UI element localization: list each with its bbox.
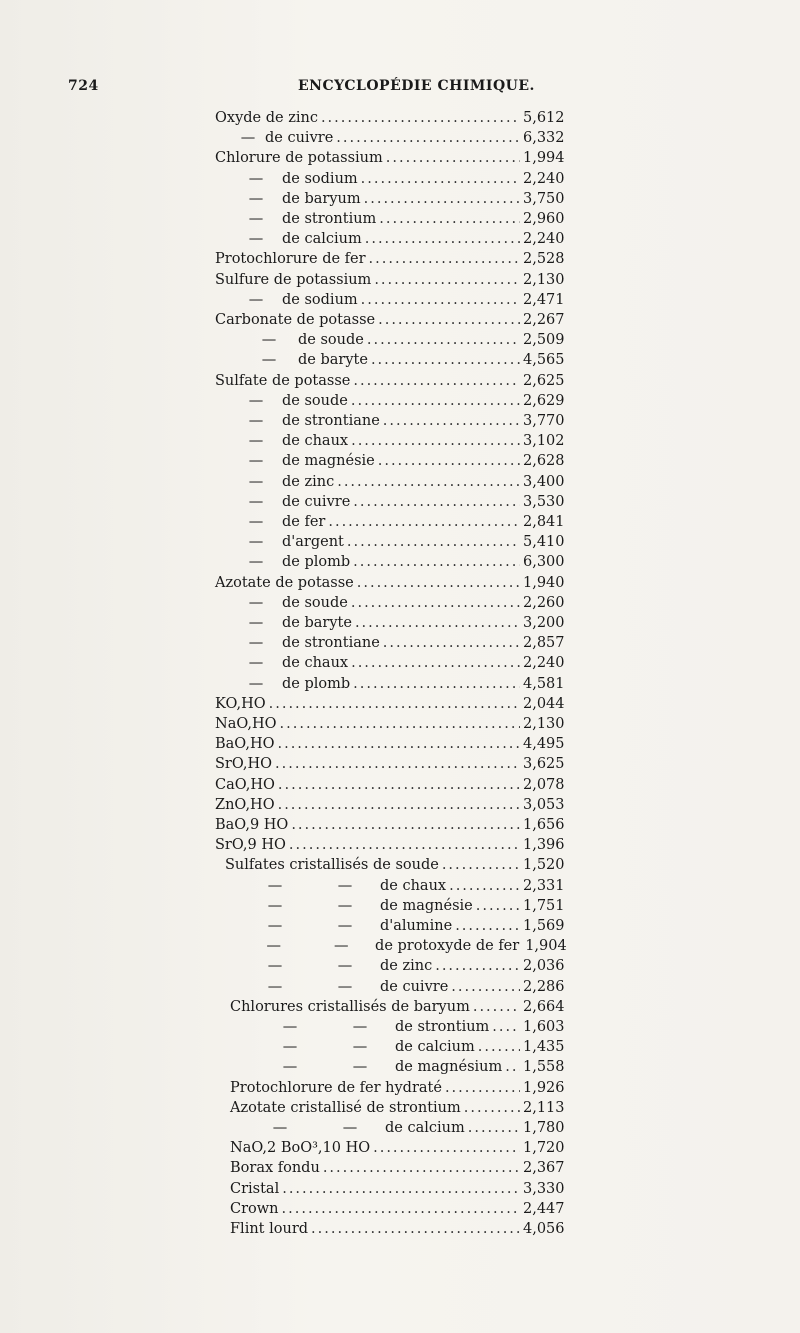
table-row [240,979,585,999]
row-label: de plomb [282,675,351,692]
table-row [230,453,585,473]
leader-dots [353,494,520,510]
ditto-dash: — [248,413,264,429]
leader-dots [365,231,520,247]
table-row [240,352,585,372]
table-row [225,857,585,877]
ditto-dash: — [248,392,264,409]
row-label: d'alumine [380,918,453,934]
table-row [230,1181,585,1201]
ditto-dash: — [261,352,277,369]
row-value: 4,056 [523,1221,565,1237]
row-value: 2,240 [523,655,565,672]
ditto-dash: — [248,514,264,530]
row-value: 2,267 [523,312,565,328]
row-label: de cuivre [380,978,449,995]
ditto-dash: — [267,897,283,914]
table-row [215,110,585,130]
ditto-dash: — [352,1039,368,1056]
row-value: 1,603 [523,1019,565,1035]
table-row [230,494,585,514]
row-label: de soude [298,332,364,349]
row-label: de calcium [282,231,362,248]
leader-dots [347,534,520,550]
row-label: de magnésie [282,453,375,470]
row-value: 2,447 [523,1200,565,1217]
leader-dots [278,777,520,793]
row-label: Chlorures cristallisés de baryum [230,998,470,1015]
table-row [230,231,585,251]
row-value: 2,528 [523,251,565,268]
row-label: de baryte [282,615,352,631]
leader-dots [353,554,520,570]
ditto-dash: — [352,1059,368,1076]
row-value: 1,940 [523,574,565,591]
leader-dots [323,1160,520,1176]
row-label: de magnésie [380,897,473,914]
ditto-dash: — [248,473,264,490]
ditto-dash: — [352,1019,368,1035]
table-row [240,938,585,958]
leader-dots [351,655,520,671]
row-value: 2,286 [523,978,565,995]
leader-dots [361,292,520,308]
row-label: Borax fondu [230,1160,320,1177]
table-row [230,1160,585,1180]
row-value: 2,471 [523,291,565,308]
table-row [230,433,585,453]
leader-dots [361,171,520,187]
row-value: 2,240 [523,170,565,187]
leader-dots [386,150,520,166]
row-label: Chlorure de potassium [215,150,383,167]
leader-dots [280,716,520,732]
table-row [240,898,585,918]
row-label: Carbonate de potasse [215,312,376,328]
row-label: Protochlorure de fer hydraté [230,1079,442,1096]
ditto-dash: — [272,1120,288,1136]
row-value: 3,102 [523,433,565,450]
table-row [230,655,585,675]
leader-dots [291,817,520,833]
row-label: de chaux [282,433,349,450]
table-row [230,413,585,433]
ditto-dash: — [282,1059,298,1076]
row-value: 1,558 [523,1059,565,1076]
row-label: Azotate cristallisé de strontium [230,1099,461,1116]
table-row [215,797,585,817]
table-row [230,1201,585,1221]
leader-dots [478,1039,520,1055]
table-row [215,696,585,716]
ditto-dash: — [334,938,349,955]
row-value: 1,926 [523,1079,565,1096]
table-row [230,554,585,574]
row-label: BaO,9 HO [215,817,289,833]
row-value: 5,410 [523,534,565,551]
leader-dots [445,1080,520,1096]
row-value: 2,036 [523,958,565,975]
table-row [230,615,585,635]
row-label: de cuivre [265,130,334,147]
row-label: de plomb [282,554,351,571]
row-label: NaO,HO [215,716,277,732]
row-label: de soude [282,392,348,409]
row-label: Flint lourd [230,1221,309,1237]
row-value: 2,960 [523,211,565,227]
row-value: 4,495 [523,736,565,753]
row-label: Cristal [230,1180,280,1197]
row-value: 3,053 [523,796,565,813]
leader-dots [373,1140,520,1156]
ditto-dash: — [337,918,353,934]
header-title: ENCYCLOPÉDIE CHIMIQUE. [298,78,535,94]
row-label: de sodium [282,170,358,187]
row-label: de zinc [282,473,335,490]
row-value: 5,612 [523,110,565,126]
ditto-dash: — [267,978,283,995]
leader-dots [383,413,520,429]
row-label: de strontium [282,211,377,227]
ditto-dash: — [266,938,281,955]
row-label: de strontiane [282,635,380,652]
leader-dots [351,595,520,611]
leader-dots [337,474,520,490]
ditto-dash: — [248,170,264,187]
leader-dots [277,736,520,752]
ditto-dash: — [248,655,264,672]
leader-dots [451,979,520,995]
table-row [230,676,585,696]
row-label: NaO,2 BoO³,10 HO [230,1140,371,1157]
ditto-dash: — [248,190,264,207]
table-row [215,716,585,736]
leader-dots [378,312,520,328]
leader-dots [464,1100,520,1116]
ditto-dash: — [248,453,264,470]
ditto-dash: — [337,958,353,975]
leader-dots [289,837,520,853]
ditto-dash: — [282,1039,298,1056]
leader-dots [492,1019,520,1035]
table-row [230,595,585,615]
leader-dots [442,857,520,873]
ditto-dash: — [248,635,264,652]
ditto-dash: — [248,554,264,571]
row-value: 2,509 [523,332,565,349]
leader-dots [369,251,520,267]
leader-dots [449,878,520,894]
ditto-dash: — [248,291,264,308]
row-label: KO,HO [215,695,266,712]
table-row [240,332,585,352]
row-label: Crown [230,1200,279,1217]
ditto-dash: — [342,1120,358,1136]
leader-dots [379,211,520,227]
table-row [215,837,585,857]
table-row [230,393,585,413]
leader-dots [328,514,520,530]
row-value: 1,994 [523,150,565,167]
row-value: 1,569 [523,918,565,934]
row-value: 1,520 [523,857,565,874]
row-label: ZnO,HO [215,796,275,813]
leader-dots [278,797,520,813]
row-value: 2,841 [523,514,565,530]
leader-dots [455,918,520,934]
row-label: Sulfure de potassium [215,271,372,288]
table-row [240,958,585,978]
row-label: Protochlorure de fer [215,251,366,268]
row-label: SrO,HO [215,756,273,773]
leader-dots [353,373,520,389]
table-row [230,1080,585,1100]
table-row [230,635,585,655]
table-row [215,130,585,150]
table-row [255,1059,585,1079]
table-row [215,777,585,797]
ditto-dash: — [248,231,264,248]
table-row [230,171,585,191]
row-value: 3,750 [523,190,565,207]
row-value: 1,751 [523,897,565,914]
row-label: SrO,9 HO [215,837,286,854]
table-row [215,312,585,332]
row-value: 2,130 [523,271,565,288]
ditto-dash: — [267,877,283,894]
row-label: Sulfates cristallisés de soude [225,857,439,874]
row-label: de fer [282,514,326,530]
table-row [215,817,585,837]
row-value: 3,400 [523,473,565,490]
table-row [240,878,585,898]
leader-dots [351,433,520,449]
row-value: 2,625 [523,372,565,389]
ditto-dash: — [282,1019,298,1035]
leader-dots [468,1120,520,1136]
row-label: de calcium [395,1039,475,1056]
row-value: 2,240 [523,231,565,248]
leader-dots [383,635,520,651]
table-row [230,1221,585,1241]
leader-dots [282,1201,520,1217]
leader-dots [355,615,520,631]
row-value: 2,078 [523,776,565,793]
table-row [215,575,585,595]
row-label: de zinc [380,958,433,975]
row-label: de calcium [385,1120,465,1136]
row-value: 3,530 [523,493,565,510]
row-value: 4,581 [523,675,565,692]
row-label: de strontiane [282,413,380,429]
leader-dots [378,453,520,469]
row-label: Oxyde de zinc [215,110,318,126]
leader-dots [473,999,520,1015]
row-label: de strontium [395,1019,490,1035]
row-value: 4,565 [523,352,565,369]
row-label: de baryum [282,190,361,207]
table-row [230,1100,585,1120]
leader-dots [357,575,520,591]
ditto-dash: — [337,897,353,914]
leader-dots [269,696,520,712]
row-label: de soude [282,594,348,611]
row-value: 1,904 [525,938,567,955]
table-row [230,292,585,312]
ditto-dash: — [248,615,264,631]
leader-dots [321,110,520,126]
leader-dots [476,898,520,914]
table-row [215,251,585,271]
table-row [230,211,585,231]
row-label: de sodium [282,291,358,308]
leader-dots [364,191,520,207]
row-value: 6,300 [523,554,565,571]
ditto-dash: — [248,675,264,692]
row-value: 3,330 [523,1180,565,1197]
table-row [230,191,585,211]
row-value: 2,260 [523,594,565,611]
table-row [230,534,585,554]
ditto-dash: — [267,958,283,975]
row-value: 2,664 [523,998,565,1015]
ditto-dash: — [248,211,264,227]
leader-dots [282,1181,520,1197]
row-label: de magnésium [395,1059,503,1076]
row-value: 2,130 [523,716,565,732]
row-label: de chaux [282,655,349,672]
row-value: 3,625 [523,756,565,773]
ditto-dash: — [248,534,264,551]
table-row [230,474,585,494]
leader-dots [505,1059,520,1075]
leader-dots [336,130,520,146]
row-value: 6,332 [523,130,565,147]
leader-dots [435,958,520,974]
ditto-dash: — [261,332,277,349]
row-label: Azotate de potasse [215,574,354,591]
ditto-dash: — [248,433,264,450]
row-label: d'argent [282,534,344,551]
row-label: CaO,HO [215,776,275,793]
row-value: 2,044 [523,695,565,712]
row-value: 1,435 [523,1039,565,1056]
row-value: 3,200 [523,615,565,631]
row-label: de chaux [380,877,447,894]
row-value: 2,629 [523,392,565,409]
ditto-dash: — [248,594,264,611]
leader-dots [374,272,520,288]
table-row [215,736,585,756]
table-row [230,514,585,534]
leader-dots [351,393,520,409]
table-row [240,918,585,938]
row-value: 1,780 [523,1120,565,1136]
row-value: 1,656 [523,817,565,833]
table-row [215,756,585,776]
leader-dots [275,756,520,772]
row-value: 2,628 [523,453,565,470]
table-row [215,272,585,292]
row-value: 2,331 [523,877,565,894]
ditto-dash: — [337,877,353,894]
row-value: 2,113 [523,1099,565,1116]
row-label: de protoxyde de fer [375,938,520,955]
leader-dots [371,352,520,368]
running-head [68,78,638,98]
page-number: 724 [68,78,99,94]
row-label: de baryte [298,352,368,369]
row-label: BaO,HO [215,736,275,753]
leader-dots [367,332,520,348]
ditto-dash: — [337,978,353,995]
row-value: 2,857 [523,635,565,652]
row-label: Sulfate de potasse [215,372,351,389]
table-row [255,1019,585,1039]
ditto-dash: — [267,918,283,934]
row-value: 3,770 [523,413,565,429]
row-value: 2,367 [523,1160,565,1177]
row-value: 1,396 [523,837,565,854]
table-row [230,1140,585,1160]
table-row [255,1039,585,1059]
ditto-dash: — [240,130,256,147]
table-row [245,1120,585,1140]
leader-dots [311,1221,520,1237]
row-value: 1,720 [523,1140,565,1157]
leader-dots [353,676,520,692]
table-row [230,999,585,1019]
table-row [215,373,585,393]
row-label: de cuivre [282,493,351,510]
table-row [215,150,585,170]
ditto-dash: — [248,493,264,510]
